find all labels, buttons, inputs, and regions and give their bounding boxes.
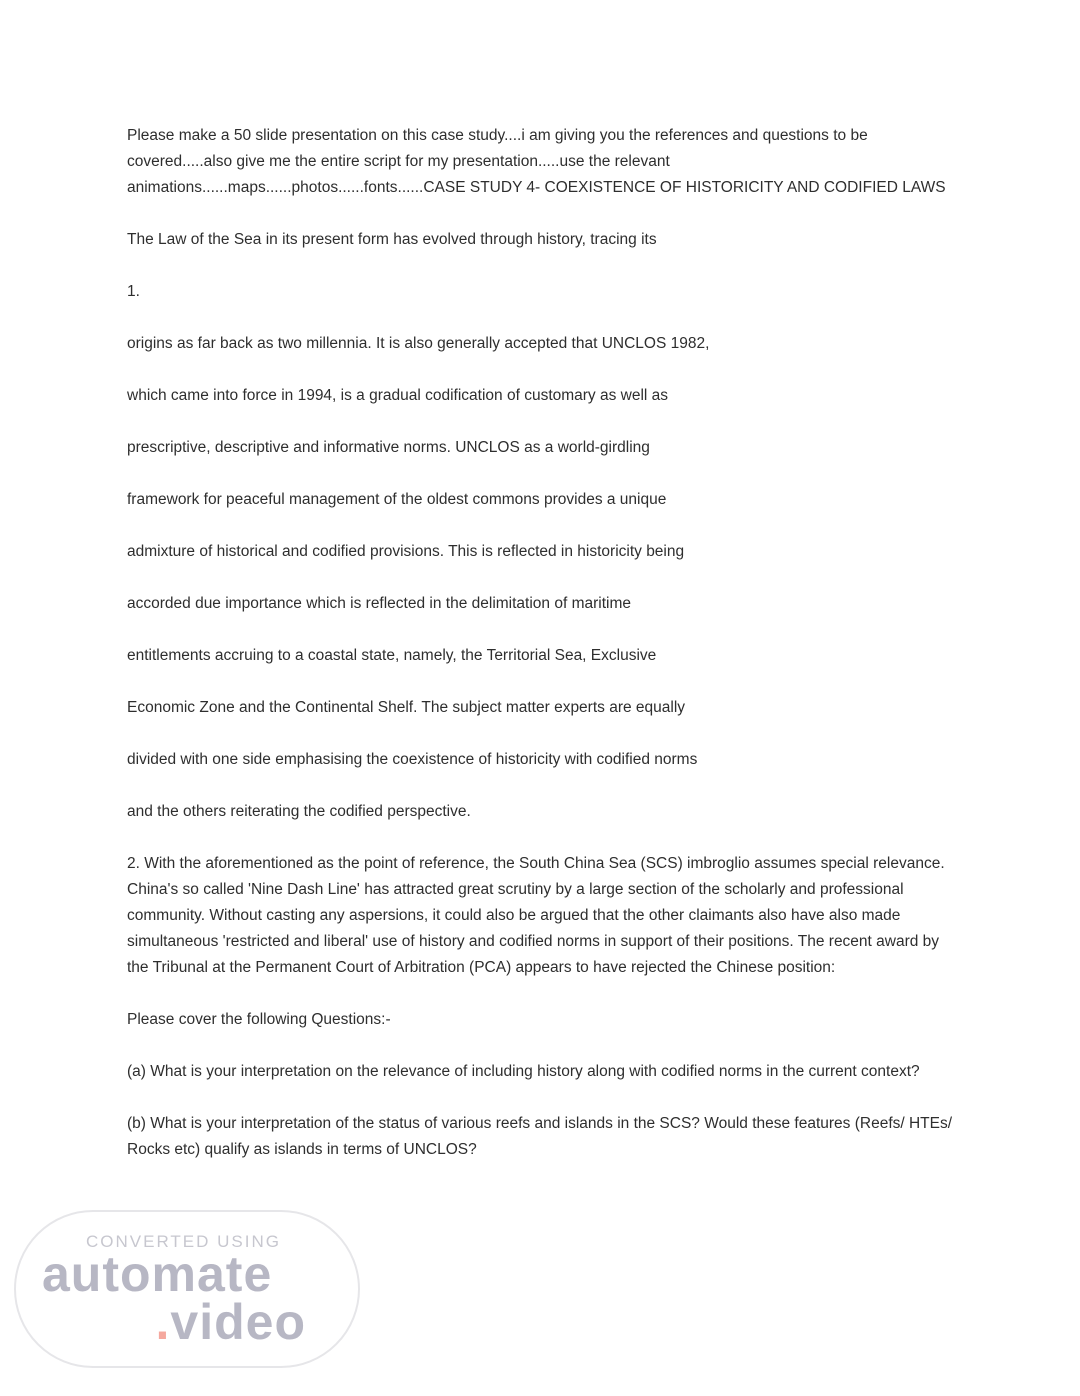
paragraph-question-a: (a) What is your interpretation on the relevance of including history along with codified norms in the current context?: [127, 1063, 920, 1080]
paragraph-point-2: 2. With the aforementioned as the point of reference, the South China Sea (SCS) imbroglio assumes special relevance. China's so called 'Nine Dash Line' has attracted great scrutiny by a large section of the scholarly and professional community. Without casting any aspersions, it could also be argued that the other claimants also have also made simultaneous 'restricted and liberal' use of history and codified norms in support of their positions. The recent award by the Tribunal at the Permanent Court of Arbitration (PCA) appears to have rejected the Chinese position:: [127, 855, 945, 976]
paragraph-body-line: framework for peaceful management of the oldest commons provides a unique: [127, 491, 667, 508]
paragraph-question-b: (b) What is your interpretation of the status of various reefs and islands in the SCS? Would these features (Reefs/ HTEs/ Rocks etc) qualify as islands in terms of UNCLOS?: [127, 1115, 953, 1158]
paragraph-body-line: which came into force in 1994, is a gradual codification of customary as well as: [127, 387, 669, 404]
watermark-brand: [42, 1246, 306, 1350]
watermark-brand-video-line: [42, 1294, 306, 1350]
paragraph-intro: The Law of the Sea in its present form has evolved through history, tracing its: [127, 231, 657, 248]
paragraph-questions-heading: Please cover the following Questions:-: [127, 1011, 391, 1028]
paragraph-body-line: accorded due importance which is reflected in the delimitation of maritime: [127, 595, 631, 612]
watermark-brand-automate: automate: [42, 1246, 273, 1302]
paragraph-body-line: and the others reiterating the codified perspective.: [127, 803, 471, 820]
paragraph-body-line: prescriptive, descriptive and informative norms. UNCLOS as a world-girdling: [127, 439, 650, 456]
paragraph-body-line: Economic Zone and the Continental Shelf. The subject matter experts are equally: [127, 699, 686, 716]
paragraph-body-line: origins as far back as two millennia. It is also generally accepted that UNCLOS 1982,: [127, 335, 710, 352]
paragraph-list-number: 1.: [127, 283, 140, 300]
watermark-badge: [14, 1210, 360, 1368]
watermark-brand-dot: .: [155, 1294, 171, 1350]
paragraph-body-line: divided with one side emphasising the coexistence of historicity with codified norms: [127, 751, 698, 768]
paragraph-body-line: entitlements accruing to a coastal state, namely, the Territorial Sea, Exclusive: [127, 647, 657, 664]
paragraph-body-line: admixture of historical and codified provisions. This is reflected in historicity being: [127, 543, 685, 560]
watermark-brand-video: video: [170, 1294, 306, 1350]
document-body: [127, 123, 957, 1189]
paragraph-request: Please make a 50 slide presentation on this case study....i am giving you the references and questions to be covered.....also give me the entire script for my presentation.....use the relevant animations......maps......photos......fonts......CASE STUDY 4- COEXISTENCE OF HISTORICITY AND CODIFIED LAWS: [127, 127, 946, 196]
watermark-converted-using-label: CONVERTED USING: [86, 1232, 281, 1251]
